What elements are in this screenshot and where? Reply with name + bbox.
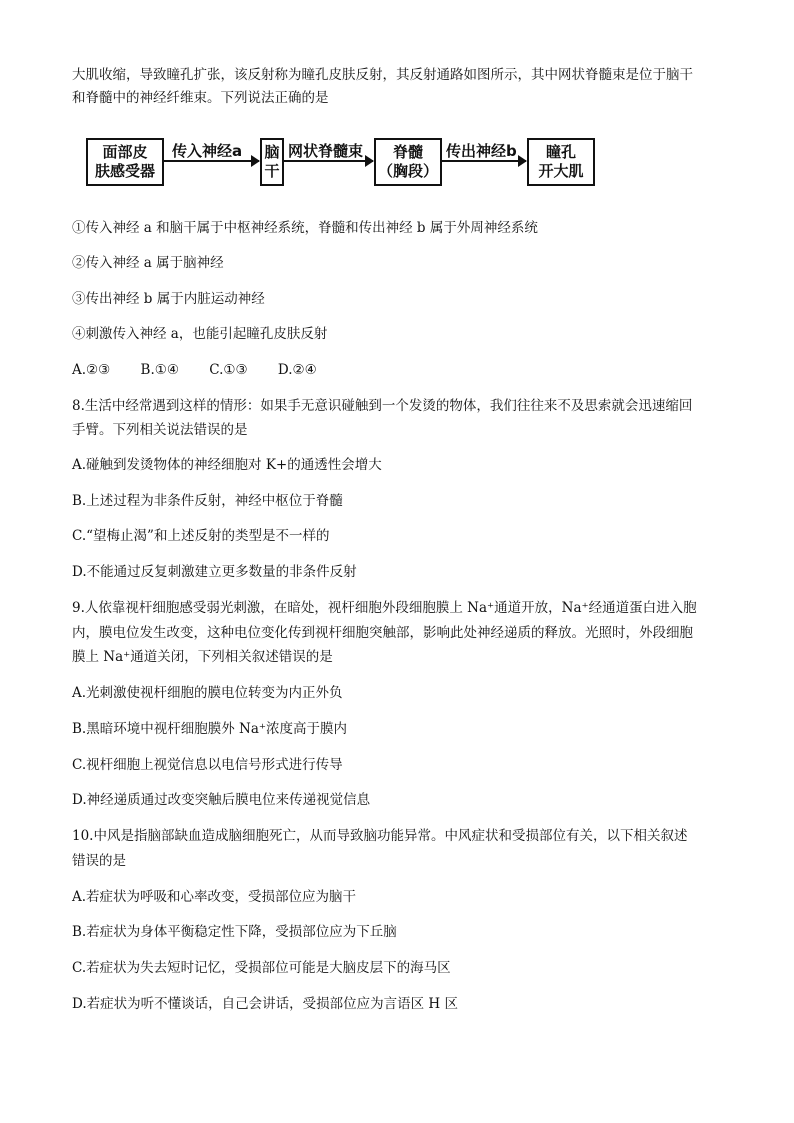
q8-option-d[interactable]: D.不能通过反复刺激建立更多数量的非条件反射 — [72, 564, 357, 580]
box-text: 开大肌 — [538, 162, 584, 180]
arrow-label-reticulospinal: 网状脊髓束 — [288, 142, 364, 160]
arrow-reticulospinal — [284, 160, 373, 162]
intro-line-2: 和脊髓中的神经纤维束。下列说法正确的是 — [72, 90, 329, 106]
statement-3: ③传出神经 b 属于内脏运动神经 — [72, 291, 265, 307]
option-a[interactable]: A.②③ — [72, 362, 111, 378]
intro-line-1: 大肌收缩，导致瞳孔扩张，该反射称为瞳孔皮肤反射，其反射通路如图所示，其中网状脊髓束是位于脑干 — [72, 67, 693, 83]
q9-stem-line-2: 内，膜电位发生改变，这种电位变化传到视杆细胞突触部，影响此处神经递质的释放。光照时，外段细胞 — [72, 625, 693, 641]
q10-stem-line-1: 10.中风是指脑部缺血造成脑细胞死亡，从而导致脑功能异常。中风症状和受损部位有关，以下相关叙述 — [72, 828, 688, 844]
box-text: （胸段） — [377, 162, 438, 180]
statement-4: ④刺激传入神经 a，也能引起瞳孔皮肤反射 — [72, 326, 328, 342]
q9-option-a[interactable]: A.光刺激使视杆细胞的膜电位转变为内正外负 — [72, 685, 343, 701]
statement-1: ①传入神经 a 和脑干属于中枢神经系统，脊髓和传出神经 b 属于外周神经系统 — [72, 220, 538, 236]
statement-2: ②传入神经 a 属于脑神经 — [72, 255, 224, 271]
q10-option-c[interactable]: C.若症状为失去短时记忆，受损部位可能是大脑皮层下的海马区 — [72, 960, 451, 976]
arrow-label-efferent: 传出神经b — [446, 142, 517, 160]
diagram-box-pupil-dilator — [527, 138, 595, 186]
q9-stem-line-3: 膜上 Na⁺通道关闭，下列相关叙述错误的是 — [72, 649, 333, 665]
q8-stem-line-2: 手臂。下列相关说法错误的是 — [72, 422, 248, 438]
q8-option-b[interactable]: B.上述过程为非条件反射，神经中枢位于脊髓 — [72, 493, 343, 509]
q8-option-c[interactable]: C.“望梅止渴”和上述反射的类型是不一样的 — [72, 528, 330, 544]
q10-option-d[interactable]: D.若症状为听不懂谈话，自己会讲话，受损部位应为言语区 H 区 — [72, 996, 458, 1012]
option-b[interactable]: B.①④ — [140, 362, 179, 378]
box-text: 干 — [264, 162, 280, 180]
diagram-box-brainstem — [260, 138, 284, 186]
diagram-box-skin-receptor — [86, 138, 164, 186]
q9-option-b[interactable]: B.黑暗环境中视杆细胞膜外 Na⁺浓度高于膜内 — [72, 721, 347, 737]
q8-option-a[interactable]: A.碰触到发烫物体的神经细胞对 K+的通透性会增大 — [72, 457, 382, 473]
option-d[interactable]: D.②④ — [277, 362, 317, 378]
q10-stem-line-2: 错误的是 — [72, 853, 126, 869]
box-text: 面部皮 — [102, 143, 148, 161]
arrow-afferent — [164, 160, 259, 162]
option-c[interactable]: C.①③ — [209, 362, 248, 378]
box-text: 瞳孔 — [545, 143, 576, 161]
box-text: 脑 — [264, 143, 280, 161]
q10-option-b[interactable]: B.若症状为身体平衡稳定性下降，受损部位应为下丘脑 — [72, 924, 397, 940]
box-text: 肤感受器 — [94, 162, 155, 180]
q9-option-d[interactable]: D.神经递质通过改变突触后膜电位来传递视觉信息 — [72, 792, 371, 808]
q10-option-a[interactable]: A.若症状为呼吸和心率改变，受损部位应为脑干 — [72, 889, 357, 905]
q8-stem-line-1: 8.生活中经常遇到这样的情形：如果手无意识碰触到一个发烫的物体，我们往往来不及思索就会迅速缩回 — [72, 398, 693, 414]
box-text: 脊髓 — [392, 143, 423, 161]
reflex-pathway-diagram — [86, 134, 626, 188]
q7-options — [72, 359, 722, 382]
q9-stem-line-1: 9.人依靠视杆细胞感受弱光刺激，在暗处，视杆细胞外段细胞膜上 Na⁺通道开放，Na⁺经通道蛋白进入胞 — [72, 600, 697, 616]
q9-option-c[interactable]: C.视杆细胞上视觉信息以电信号形式进行传导 — [72, 757, 343, 773]
arrow-efferent — [442, 160, 526, 162]
diagram-box-spinal-cord — [374, 138, 442, 186]
arrow-label-afferent: 传入神经a — [172, 142, 243, 160]
